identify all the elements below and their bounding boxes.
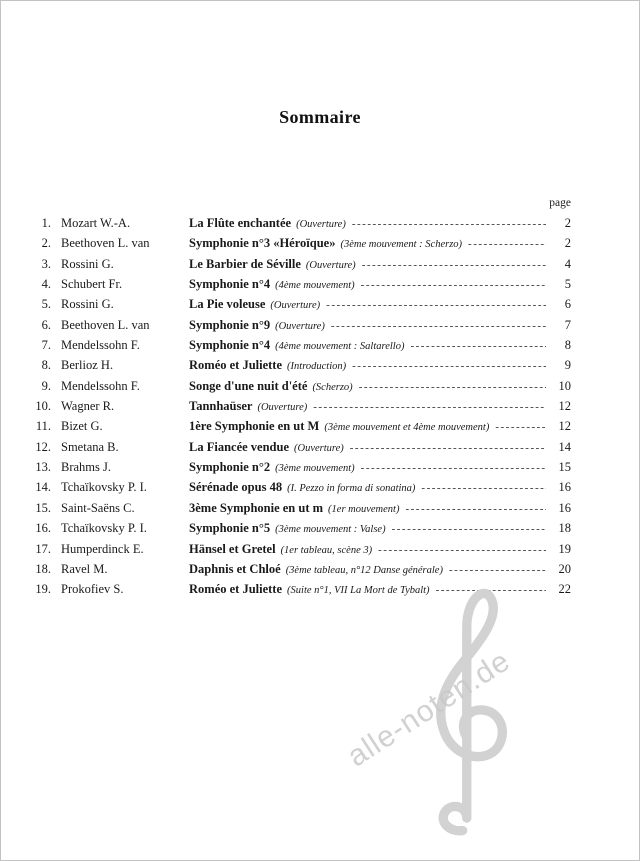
- toc-row: [29, 399, 571, 419]
- entry-composer: Berlioz H.: [61, 358, 114, 373]
- entry-detail: (Ouverture): [275, 320, 325, 332]
- leader-dashes: [361, 460, 546, 475]
- entry-detail: (Ouverture): [294, 442, 344, 454]
- entry-detail: (I. Pezzo in forma di sonatina): [287, 483, 416, 495]
- entry-number: 18.: [35, 561, 51, 576]
- leader-dashes: [362, 257, 546, 272]
- entry-page: 9: [564, 358, 571, 373]
- entry-page: 20: [558, 561, 571, 576]
- entry-title: Songe d'une nuit d'été: [189, 378, 308, 393]
- entry-title: 1ère Symphonie en ut M: [189, 419, 320, 434]
- entry-composer: Smetana B.: [61, 439, 119, 454]
- leader-dashes: [352, 216, 546, 231]
- entry-number: 7.: [41, 338, 51, 353]
- entry-number: 4.: [41, 277, 51, 292]
- page-title: Sommaire: [279, 107, 361, 127]
- toc-list: [29, 216, 571, 603]
- toc-row: [29, 358, 571, 378]
- entry-number: 6.: [41, 317, 51, 332]
- entry-composer: Wagner R.: [61, 399, 115, 414]
- toc-row: [29, 379, 571, 399]
- entry-composer: Schubert Fr.: [61, 277, 123, 292]
- leader-dashes: [410, 338, 546, 353]
- entry-title: Symphonie n°3 «Héroïque»: [189, 236, 336, 251]
- entry-page: 8: [564, 338, 571, 353]
- entry-number: 12.: [35, 439, 51, 454]
- entry-composer: Rossini G.: [61, 256, 114, 271]
- toc-row: [29, 542, 571, 562]
- leader-dashes: [350, 440, 546, 455]
- entry-detail: (Introduction): [287, 361, 347, 373]
- leader-dashes: [495, 419, 546, 434]
- entry-title: Symphonie n°4: [189, 277, 271, 292]
- page-column-label: page: [549, 197, 571, 209]
- leader-dashes: [405, 501, 546, 516]
- entry-composer: Humperdinck E.: [61, 541, 144, 556]
- entry-detail: (3ème tableau, n°12 Danse générale): [285, 564, 443, 576]
- entry-composer: Brahms J.: [61, 460, 111, 475]
- leader-dashes: [421, 480, 546, 495]
- entry-title: Roméo et Juliette: [189, 582, 283, 597]
- leader-dashes: [359, 379, 546, 394]
- entry-number: 16.: [35, 521, 51, 536]
- toc-row: [29, 501, 571, 521]
- entry-detail: (3ème mouvement : Valse): [275, 524, 386, 536]
- entry-page: 10: [558, 378, 571, 393]
- toc-row: [29, 480, 571, 500]
- entry-detail: (Ouverture): [305, 259, 356, 271]
- toc-row: [29, 257, 571, 277]
- toc-row: [29, 297, 571, 317]
- entry-number: 10.: [35, 399, 51, 414]
- entry-composer: Rossini G.: [61, 297, 114, 312]
- entry-page: 22: [558, 582, 571, 597]
- entry-page: 12: [558, 399, 571, 414]
- entry-page: 7: [564, 317, 571, 332]
- watermark-text: alle-noten.de: [341, 644, 517, 774]
- entry-title: Sérénade opus 48: [189, 480, 283, 495]
- entry-page: 14: [558, 439, 571, 454]
- toc-row: [29, 318, 571, 338]
- entry-page: 5: [564, 277, 571, 292]
- entry-detail: (3ème mouvement): [275, 463, 355, 475]
- entry-number: 14.: [35, 480, 51, 495]
- entry-composer: Tchaïkovsky P. I.: [61, 521, 147, 536]
- entry-title: Hänsel et Gretel: [189, 541, 276, 556]
- entry-page: 4: [564, 256, 571, 271]
- toc-row: [29, 460, 571, 480]
- entry-title: Symphonie n°4: [189, 338, 271, 353]
- entry-composer: Beethoven L. van: [61, 236, 150, 251]
- entry-number: 2.: [41, 236, 51, 251]
- entry-detail: (1er mouvement): [328, 503, 400, 515]
- entry-detail: (Suite n°1, VII La Mort de Tybalt): [287, 585, 430, 597]
- leader-dashes: [326, 297, 546, 312]
- entry-number: 5.: [41, 297, 51, 312]
- entry-title: La Pie voleuse: [189, 297, 266, 312]
- entry-page: 16: [558, 480, 571, 495]
- entry-detail: (3ème mouvement et 4ème mouvement): [324, 422, 490, 434]
- leader-dashes: [468, 236, 546, 251]
- entry-detail: (3ème mouvement : Scherzo): [340, 239, 463, 251]
- entry-detail: (Ouverture): [296, 219, 346, 230]
- entry-detail: (4ème mouvement): [275, 280, 355, 292]
- leader-dashes: [331, 318, 546, 333]
- entry-page: 16: [558, 500, 571, 515]
- entry-composer: Mendelssohn F.: [61, 378, 140, 393]
- entry-detail: (Ouverture): [257, 402, 308, 414]
- entry-composer: Tchaïkovsky P. I.: [61, 480, 147, 495]
- toc-row: [29, 277, 571, 297]
- entry-detail: (1er tableau, scène 3): [280, 544, 373, 556]
- entry-number: 1.: [41, 216, 51, 230]
- entry-detail: (4ème mouvement : Saltarello): [275, 341, 405, 353]
- entry-number: 9.: [41, 378, 51, 393]
- entry-detail: (Scherzo): [312, 381, 353, 393]
- entry-title: La Flûte enchantée: [189, 216, 292, 230]
- entry-composer: Mozart W.-A.: [61, 216, 131, 230]
- entry-page: 18: [558, 521, 571, 536]
- leader-dashes: [392, 521, 546, 536]
- entry-title: Roméo et Juliette: [189, 358, 283, 373]
- entry-page: 12: [558, 419, 571, 434]
- entry-number: 13.: [35, 460, 51, 475]
- entry-composer: Saint-Saëns C.: [61, 500, 135, 515]
- entry-page: 6: [564, 297, 571, 312]
- entry-title: 3ème Symphonie en ut m: [189, 500, 324, 515]
- entry-number: 19.: [35, 582, 51, 597]
- entry-page: 15: [558, 460, 571, 475]
- toc-row: [29, 440, 571, 460]
- entry-title: Le Barbier de Séville: [189, 256, 301, 271]
- toc-row: [29, 216, 571, 236]
- entry-number: 3.: [41, 256, 51, 271]
- leader-dashes: [378, 542, 546, 557]
- entry-title: Tannhaüser: [189, 399, 253, 414]
- entry-composer: Ravel M.: [61, 561, 108, 576]
- entry-title: Symphonie n°9: [189, 317, 271, 332]
- entry-number: 15.: [35, 500, 51, 515]
- entry-title: Symphonie n°5: [189, 521, 271, 536]
- entry-detail: (Ouverture): [270, 300, 321, 312]
- entry-composer: Beethoven L. van: [61, 317, 150, 332]
- leader-dashes: [313, 399, 546, 414]
- toc-row: [29, 236, 571, 256]
- entry-title: Daphnis et Chloé: [189, 561, 281, 576]
- entry-title: La Fiancée vendue: [189, 439, 289, 454]
- toc-row: [29, 521, 571, 541]
- entry-number: 8.: [41, 358, 51, 373]
- leader-dashes: [352, 358, 546, 373]
- entry-composer: Mendelssohn F.: [61, 338, 140, 353]
- leader-dashes: [361, 277, 546, 292]
- toc-row: [29, 419, 571, 439]
- entry-number: 11.: [35, 419, 51, 434]
- toc-row: [29, 338, 571, 358]
- entry-composer: Bizet G.: [61, 419, 103, 434]
- entry-number: 17.: [35, 541, 51, 556]
- entry-composer: Prokofiev S.: [61, 582, 124, 597]
- entry-page: 19: [558, 541, 571, 556]
- entry-page: 2: [564, 216, 571, 230]
- entry-title: Symphonie n°2: [189, 460, 271, 475]
- entry-page: 2: [564, 236, 571, 251]
